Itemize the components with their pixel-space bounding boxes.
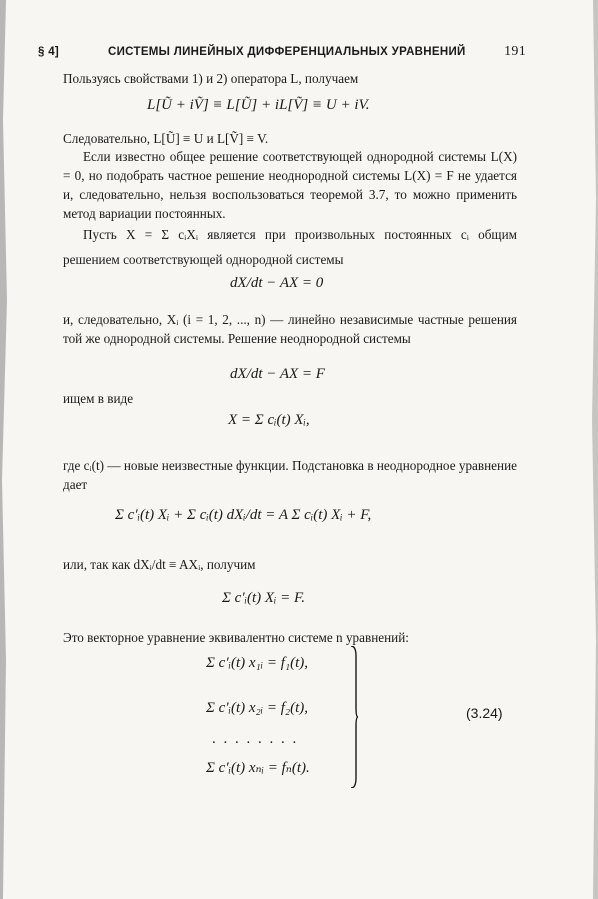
paragraph-3: Если известно общее решение соответствующей однородной системы L(X) = 0, но подобрать частное решение неоднородной системы L(X) = F не удается и, следовательно, нельзя воспользоваться теоремой 3.7, то можно применить метод вариации постоянных. <box>63 149 517 221</box>
header-title: СИСТЕМЫ ЛИНЕЙНЫХ ДИФФЕРЕНЦИАЛЬНЫХ УРАВНЕНИЙ <box>108 46 466 58</box>
system-row-3: Σ c′ᵢ(t) xₙᵢ = fₙ(t). <box>206 760 310 776</box>
equation-2: dX/dt − AX = 0 <box>230 275 324 291</box>
equation-4: X = Σ cᵢ(t) Xᵢ, <box>228 412 310 428</box>
equation-1: L[Ũ + iṼ] ≡ L[Ũ] + iL[Ṽ] ≡ U + iV. <box>147 97 370 113</box>
equation-6: Σ c′ᵢ(t) Xᵢ = F. <box>222 590 306 606</box>
paragraph-9: Это векторное уравнение эквивалентно системе n уравнений: <box>63 630 409 645</box>
equation-3: dX/dt − AX = F <box>230 366 325 382</box>
section-number: § 4] <box>38 46 60 58</box>
right-brace-icon <box>350 646 358 788</box>
paragraph-5: и, следовательно, Xᵢ (i = 1, 2, ..., n) — линейно независимые частные решения той же однородной системы. Решение неоднородной системы <box>63 312 517 346</box>
system-dots: . . . . . . . . <box>212 731 299 747</box>
paragraph-4: Пусть X = Σ cᵢXᵢ является при произвольных постоянных cᵢ общим решением соответствующей однородной системы <box>63 227 517 267</box>
equation-5: Σ c′ᵢ(t) Xᵢ + Σ cᵢ(t) dXᵢ/dt = A Σ cᵢ(t) Xᵢ + F, <box>115 507 372 523</box>
system-row-1: Σ c′ᵢ(t) x₁ᵢ = f₁(t), <box>206 655 309 671</box>
page-edge-right <box>588 0 598 899</box>
paragraph-6: ищем в виде <box>63 391 134 406</box>
system-row-2: Σ c′ᵢ(t) x₂ᵢ = f₂(t), <box>206 700 309 716</box>
page-number: 191 <box>504 44 526 59</box>
paragraph-1: Пользуясь свойствами 1) и 2) оператора L, получаем <box>63 71 359 86</box>
page-edge-left <box>0 0 10 899</box>
equation-number: (3.24) <box>466 705 503 721</box>
paragraph-8: или, так как dXᵢ/dt ≡ AXᵢ, получим <box>63 557 256 572</box>
paragraph-2: Следовательно, L[Ũ] ≡ U и L[Ṽ] ≡ V. <box>63 131 269 146</box>
paragraph-7: где cᵢ(t) — новые неизвестные функции. Подстановка в неоднородное уравнение дает <box>63 458 517 492</box>
